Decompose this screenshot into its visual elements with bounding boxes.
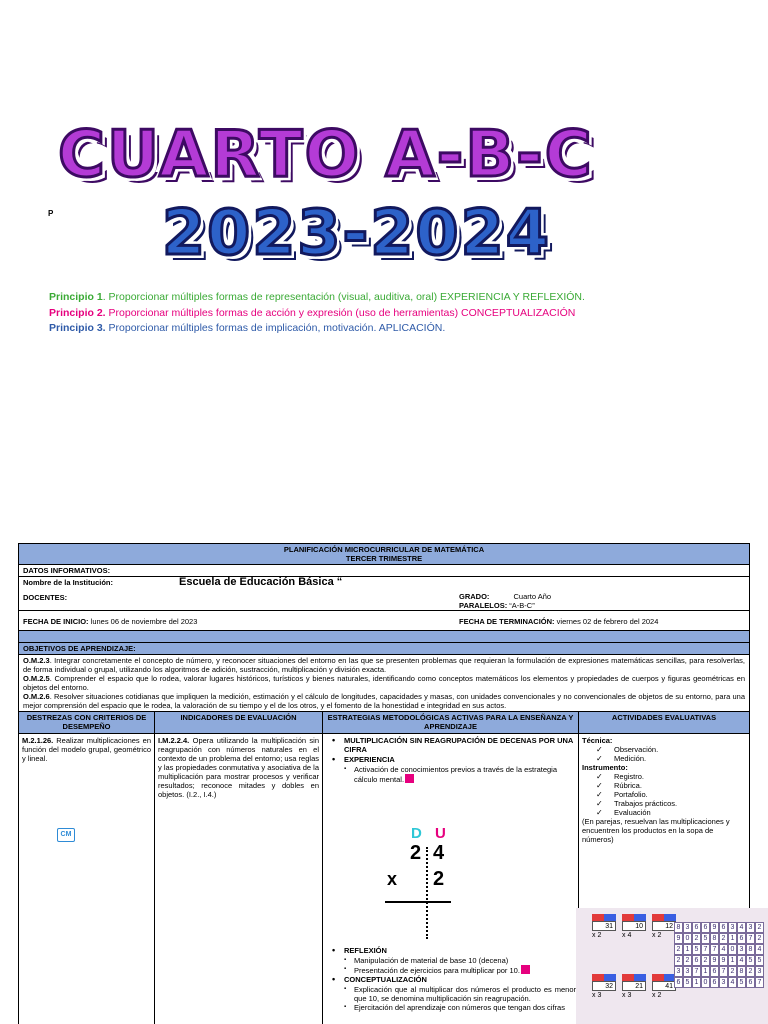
worksheet-exercise: [592, 974, 616, 1000]
grid-cell: 6: [692, 922, 701, 933]
objective-2: [23, 674, 745, 692]
indicador-cell: [155, 734, 322, 1024]
title-grade-sections: CUARTO A-B-C: [58, 118, 594, 192]
end-date-label: FECHA DE TERMINACIÓN:: [459, 617, 555, 626]
pink-marker: [405, 774, 414, 783]
place-value-header: [652, 914, 676, 921]
grid-cell: 7: [710, 944, 719, 955]
grid-cell: 2: [683, 955, 692, 966]
grid-cell: 5: [692, 944, 701, 955]
experiencia-heading: • EXPERIENCIA: [326, 755, 575, 764]
destreza-code: M.2.1.26.: [22, 736, 54, 745]
grid-cell: 5: [683, 977, 692, 988]
end-date: [459, 617, 658, 626]
place-value-header: [592, 974, 616, 981]
exercise-multiplier: x 2: [652, 932, 662, 939]
start-date: [23, 617, 197, 626]
reflexion-list: [326, 956, 576, 975]
grid-cell: 1: [728, 933, 737, 944]
conceptualizacion-item-2: ▪ Ejercitación del aprendizaje con números que tengan dos cifras: [344, 1003, 576, 1012]
principle-3-text: Proporcionar múltiples formas de implicación, motivación. APLICACIÓN.: [105, 322, 446, 334]
objectives-label: OBJETIVOS DE APRENDIZAJE:: [23, 644, 136, 653]
instrumento-item: ✓ Rúbrica.: [596, 781, 746, 790]
objectives-header: [19, 643, 749, 655]
grado-field: [459, 592, 551, 601]
grid-cell: 3: [683, 966, 692, 977]
grid-cell: 4: [737, 922, 746, 933]
exercise-multiplier: x 3: [622, 992, 632, 999]
destreza-text: Realizar multiplicaciones en función del modelo grupal, geométrico y lineal.: [22, 736, 151, 763]
grid-cell: 9: [674, 933, 683, 944]
exercise-multiplier: x 3: [592, 992, 602, 999]
objective-3-text: . Resolver situaciones cotidianas que impliquen la medición, estimación y el cálculo de longitudes, capacidades y masas, con unidades convencionales y no convencionales de objetos de su entorno, para una mejor comprensión del espacio que le rodea, la valoración de su tiempo y el de los otros, y el fomento de la honestidad e integridad en sus actos.: [23, 692, 745, 710]
institution-value: Escuela de Educación Básica “: [179, 576, 343, 588]
grid-cell: 4: [719, 944, 728, 955]
instrumento-item: ✓ Portafolio.: [596, 790, 746, 799]
tecnica-list: [582, 745, 746, 763]
worksheet-exercise: [652, 914, 676, 940]
table-title: PLANIFICACIÓN MICROCURRICULAR DE MATEMÁTICA: [283, 545, 485, 554]
tecnica-item: ✓ Observación.: [596, 745, 746, 754]
end-date-value: viernes 02 de febrero del 2024: [554, 617, 659, 626]
exercise-multiplier: x 2: [592, 932, 602, 939]
grid-cell: 2: [701, 955, 710, 966]
paralelos-value: “A-B-C”: [507, 601, 535, 610]
grid-cell: 1: [692, 977, 701, 988]
objectives-body: [19, 655, 749, 712]
objective-1-code: O.M.2.3: [23, 656, 50, 665]
column-header-actividades: ACTIVIDADES EVALUATIVAS: [579, 712, 749, 734]
principle-1-text: . Proporcionar múltiples formas de representación (visual, auditiva, oral) EXPERIENCIA Y REFLEXIÓN.: [102, 291, 585, 303]
grid-cell: 3: [755, 966, 764, 977]
grid-cell: 5: [737, 977, 746, 988]
grid-cell: 0: [683, 933, 692, 944]
grid-cell: 3: [728, 922, 737, 933]
grid-cell: 1: [701, 966, 710, 977]
grid-cell: 9: [710, 922, 719, 933]
table-header: [19, 544, 749, 565]
multiplier: 2: [433, 868, 445, 890]
objective-2-code: O.M.2.5: [23, 674, 50, 683]
grid-cell: 2: [692, 933, 701, 944]
grid-cell: 3: [674, 966, 683, 977]
grid-row: [674, 977, 764, 988]
objective-2-text: . Comprender el espacio que lo rodea, valorar lugares históricos, turísticos y bienes naturales, identificando como conceptos matemáticos los elementos y propiedades de cuerpos y figuras geométricas en objetos del entorno.: [23, 674, 745, 692]
principle-3-label: Principio 3.: [49, 322, 106, 334]
grid-cell: 0: [701, 977, 710, 988]
grid-cell: 5: [746, 955, 755, 966]
column-header-indicadores: INDICADORES DE EVALUACIÓN: [155, 712, 322, 734]
table-subtitle: TERCER TRIMESTRE: [345, 554, 423, 563]
estrategias-cell: [323, 734, 578, 1024]
grado-value: Cuarto Año: [513, 592, 552, 601]
grid-cell: 6: [719, 922, 728, 933]
reflexion-heading: • REFLEXIÓN: [326, 946, 576, 955]
cm-icon: CM: [57, 828, 75, 842]
exercise-number: 41: [652, 981, 676, 991]
grid-cell: 6: [746, 977, 755, 988]
exercise-number: 31: [592, 921, 616, 931]
grid-cell: 6: [710, 966, 719, 977]
grid-cell: 8: [737, 966, 746, 977]
multiplicand-tens: 2: [410, 842, 422, 864]
paralelos-label: PARALELOS:: [459, 601, 508, 610]
multiplicand-units: 4: [433, 842, 445, 864]
grid-cell: 4: [737, 955, 746, 966]
grid-cell: 6: [674, 977, 683, 988]
grid-row: [674, 922, 764, 933]
worksheet-image: [576, 908, 768, 1024]
principles-list: [49, 290, 585, 337]
datos-informativos: DATOS INFORMATIVOS:: [19, 565, 749, 577]
grid-cell: 2: [728, 966, 737, 977]
tecnica-label: Técnica:: [582, 736, 613, 745]
start-date-label: FECHA DE INICIO:: [23, 617, 89, 626]
grid-cell: 9: [710, 955, 719, 966]
grid-cell: 7: [755, 977, 764, 988]
title-art: [50, 118, 610, 278]
principle-2-label: Principio 2.: [49, 306, 106, 319]
grid-cell: 2: [755, 933, 764, 944]
reflexion-item-2: ▪ Presentación de ejercicios para multiplicar por 10.: [344, 965, 576, 975]
grid-cell: 3: [746, 922, 755, 933]
instrumento-item: ✓ Evaluación: [596, 808, 746, 817]
place-value-header: [622, 974, 646, 981]
worksheet-exercise: [592, 914, 616, 940]
estrategias-top-list: [326, 736, 575, 764]
indicadores-column: [155, 712, 323, 1024]
worksheet-exercise: [622, 974, 646, 1000]
paralelos-field: [459, 601, 535, 610]
destrezas-column: [19, 712, 155, 1024]
place-value-header: [592, 914, 616, 921]
reflexion-item-1: ▪ Manipulación de material de base 10 (decena): [344, 956, 576, 965]
instrumento-item: ✓ Trabajos prácticos.: [596, 799, 746, 808]
column-header-destrezas: DESTREZAS CON CRITERIOS DE DESEMPEÑO: [19, 712, 154, 734]
spacer-band: [19, 631, 749, 643]
multiplication-figure: [383, 825, 463, 939]
conceptualizacion-item-1: ▪ Explicación que al multiplicar dos números el producto es menor que 10, se denomina multiplicación sin reagrupación.: [344, 985, 576, 1003]
instrumento-item: ✓ Registro.: [596, 772, 746, 781]
institution-row: [19, 577, 749, 611]
grid-cell: 1: [683, 944, 692, 955]
principle-2-text: Proporcionar múltiples formas de acción y expresión (uso de herramientas) CONCEPTUALIZACIÓN: [105, 306, 576, 319]
instrumento-list: [582, 772, 746, 817]
grid-cell: 7: [692, 966, 701, 977]
main-topic: • MULTIPLICACIÓN SIN REAGRUPACIÓN DE DECENAS POR UNA CIFRA: [326, 736, 575, 754]
indicador-code: I.M.2.2.4.: [158, 736, 190, 745]
docentes-label: DOCENTES:: [23, 593, 68, 602]
institution-label: Nombre de la Institución:: [23, 578, 114, 587]
grid-cell: 3: [737, 944, 746, 955]
grid-cell: 2: [755, 922, 764, 933]
conceptualizacion-heading: • CONCEPTUALIZACIÓN: [326, 975, 576, 984]
principle-1: [49, 290, 585, 306]
experiencia-item: ▪ Activación de conocimientos previos a través de la estrategia cálculo mental.: [344, 765, 575, 784]
tens-label: D: [411, 825, 422, 842]
grid-cell: 7: [746, 933, 755, 944]
grid-row: [674, 955, 764, 966]
activity-note: (En parejas, resuelvan las multiplicaciones y encuentren los productos en la sopa de números): [582, 817, 730, 844]
tecnica-item: ✓ Medición.: [596, 754, 746, 763]
conceptualizacion-list: [326, 985, 576, 1012]
indicador-text: Opera utilizando la multiplicación sin reagrupación con números naturales en el contexto de un problema del entorno; usa reglas y las propiedades conmutativa y asociativa de la multiplicación para mostrar procesos y verificar resultados; reconoce mitades y dobles en objetos. (I.2., I.4.): [158, 736, 319, 799]
place-value-divider: [426, 847, 428, 939]
grid-cell: 8: [710, 933, 719, 944]
exercise-multiplier: x 4: [622, 932, 632, 939]
principle-3: [49, 321, 585, 337]
grid-cell: 2: [746, 966, 755, 977]
exercise-number: 21: [622, 981, 646, 991]
objective-1: [23, 656, 745, 674]
exercise-number: 32: [592, 981, 616, 991]
objective-3: [23, 692, 745, 710]
principle-2: [49, 306, 585, 322]
objective-3-code: O.M.2.6: [23, 692, 50, 701]
grid-cell: 5: [755, 955, 764, 966]
grid-cell: 4: [728, 977, 737, 988]
grid-row: [674, 966, 764, 977]
dates-row: [19, 611, 749, 631]
column-header-estrategias: ESTRATEGIAS METODOLÓGICAS ACTIVAS PARA LA ENSEÑANZA Y APRENDIZAJE: [323, 712, 578, 734]
principle-1-label: Principio 1: [49, 291, 103, 303]
grid-cell: 2: [719, 933, 728, 944]
grid-cell: 8: [674, 922, 683, 933]
grid-cell: 8: [746, 944, 755, 955]
result-bar: [385, 901, 451, 903]
units-label: U: [435, 825, 446, 842]
grid-cell: 5: [701, 933, 710, 944]
grid-cell: 1: [728, 955, 737, 966]
grid-cell: 4: [755, 944, 764, 955]
grado-label: GRADO:: [459, 592, 490, 601]
experiencia-list: [326, 765, 575, 784]
destreza-cell: [19, 734, 154, 1024]
exercise-number: 10: [622, 921, 646, 931]
grid-cell: 6: [710, 977, 719, 988]
pink-marker: [521, 965, 530, 974]
grid-cell: 6: [692, 955, 701, 966]
grid-row: [674, 933, 764, 944]
place-value-header: [652, 974, 676, 981]
times-sign: x: [387, 869, 398, 889]
exercise-number: 12: [652, 921, 676, 931]
grid-row: [674, 944, 764, 955]
grid-cell: 2: [674, 944, 683, 955]
grid-cell: 2: [674, 955, 683, 966]
grid-cell: 9: [719, 955, 728, 966]
grid-cell: 7: [719, 966, 728, 977]
start-date-value: lunes 06 de noviembre del 2023: [88, 617, 198, 626]
grid-cell: 3: [719, 977, 728, 988]
worksheet-exercise: [622, 914, 646, 940]
grid-cell: 7: [701, 944, 710, 955]
place-value-header: [622, 914, 646, 921]
number-search-grid: [674, 922, 764, 988]
instrumento-label: Instrumento:: [582, 763, 628, 772]
stray-letter: P: [48, 209, 54, 218]
objective-1-text: . Integrar concretamente el concepto de número, y reconocer situaciones del entorno en las que se presenten problemas que requieran la formulación de expresiones matemáticas sencillas, para resolverlas, de forma individual o grupal, utilizando los algoritmos de adición, sustracción, multiplicación y división exacta.: [23, 656, 745, 674]
grid-cell: 3: [683, 922, 692, 933]
worksheet-exercise: [652, 974, 676, 1000]
estrategias-column: [323, 712, 579, 1024]
grid-cell: 6: [701, 922, 710, 933]
grid-cell: 0: [728, 944, 737, 955]
title-school-year: 2023-2024: [162, 196, 551, 269]
grid-cell: 6: [737, 933, 746, 944]
lower-strategies: [326, 946, 576, 1012]
exercise-multiplier: x 2: [652, 992, 662, 999]
